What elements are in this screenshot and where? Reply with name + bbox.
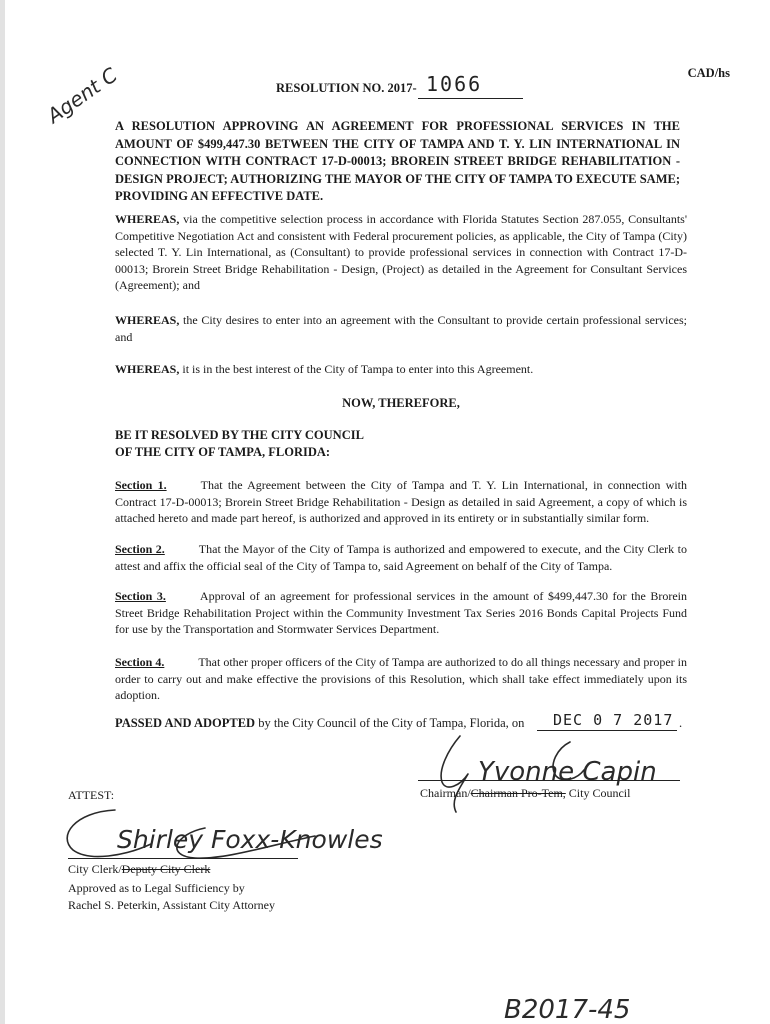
section-label: Section 2.	[115, 542, 165, 556]
resolution-number-label: RESOLUTION NO. 2017-	[276, 81, 417, 95]
scan-edge	[0, 0, 5, 1024]
section-text: That other proper officers of the City of Tampa are authorized to do all things necessary and proper in order to carry out and make effective the provisions of this Resolution, which shall take effect immediately upon its adoption.	[115, 655, 687, 702]
whereas-paragraph-2	[115, 312, 687, 345]
margin-note-text: Agent C	[42, 62, 122, 128]
now-therefore-heading: NOW, THEREFORE,	[342, 396, 460, 410]
resolution-number-value: 1066	[426, 72, 483, 96]
clerk-signature-line	[68, 858, 298, 859]
whereas-lead: WHEREAS,	[115, 362, 180, 376]
margin-handwritten-note	[38, 58, 122, 148]
clerk-title	[68, 861, 210, 878]
chair-title	[420, 785, 630, 802]
approval-line-1: Approved as to Legal Sufficiency by	[68, 881, 245, 895]
chair-signature	[420, 730, 690, 820]
whereas-lead: WHEREAS,	[115, 212, 180, 226]
struck-title: Chairman Pro-Tem,	[470, 786, 566, 800]
whereas-lead: WHEREAS,	[115, 313, 180, 327]
approval-line-2: Rachel S. Peterkin, Assistant City Attorney	[68, 898, 275, 912]
passed-adopted-line	[115, 716, 524, 731]
section-label: Section 3.	[115, 589, 166, 603]
chair-signature-line	[418, 780, 680, 781]
section-label: Section 4.	[115, 655, 165, 669]
resolved-heading-line-2: OF THE CITY OF TAMPA, FLORIDA:	[115, 445, 331, 459]
chair-title-part: Chairman/	[420, 786, 471, 800]
chair-signature-text: Yvonne Capin	[478, 757, 657, 787]
clerk-signature-text: Shirley Foxx-Knowles	[117, 825, 383, 854]
section-3	[115, 588, 687, 638]
chair-title-part: City Council	[565, 786, 631, 800]
section-text: Approval of an agreement for professional services in the amount of $499,447.30 for the Brorein Street Bridge Rehabilitation Project within the Community Investment Tax Series 2016 Bonds Capital Projects Fund for use by the Transportation and Stormwater Services Department.	[115, 589, 687, 636]
resolved-heading-line-1: BE IT RESOLVED BY THE CITY COUNCIL	[115, 428, 364, 442]
footer-handwritten-number	[500, 990, 650, 1024]
clerk-title-part: City Clerk/	[68, 862, 122, 876]
section-text: That the Mayor of the City of Tampa is authorized and empowered to execute, and the City Clerk to attest and affix the official seal of the City of Tampa to, said Agreement on behalf of the City of Tampa.	[115, 542, 687, 573]
passed-text: by the City Council of the City of Tampa, Florida, on	[255, 716, 525, 730]
resolution-number-line	[418, 98, 523, 99]
passed-period: .	[679, 716, 683, 730]
whereas-paragraph-3	[115, 361, 687, 378]
section-1	[115, 477, 687, 527]
attest-label: ATTEST:	[68, 788, 115, 802]
adoption-date-stamp: DEC 0 7 2017	[553, 711, 674, 729]
struck-title: Deputy City Clerk	[121, 862, 211, 876]
footer-handwritten-text: B2017-45	[504, 995, 631, 1024]
header-code: CAD/hs	[687, 66, 730, 80]
section-text: That the Agreement between the City of Tampa and T. Y. Lin International, in connection with Contract 17-D-00013; Brorein Street Bridge Rehabilitation - Design as detailed in said Agreement, a copy of which is attached hereto and made part hereof, is authorized and approved in its entirety or in substantially similar form.	[115, 478, 687, 525]
passed-lead: PASSED AND ADOPTED	[115, 716, 256, 730]
whereas-text: it is in the best interest of the City of Tampa to enter into this Agreement.	[179, 362, 534, 376]
whereas-text: via the competitive selection process in accordance with Florida Statutes Section 287.055, Consultants' Competitive Negotiation Act and consistent with Federal procurement policies, as applicable, the City of Tampa (City) selected T. Y. Lin International, as (Consultant) to provide professional services in connection with Contract 17-D-00013; Brorein Street Bridge Rehabilitation - Design, (Project) as detailed in the Agreement for Consultant Services (Agreement); and	[115, 212, 687, 292]
whereas-text: the City desires to enter into an agreement with the Consultant to provide certain professional services; and	[115, 313, 687, 344]
section-label: Section 1.	[115, 478, 167, 492]
resolution-title: A RESOLUTION APPROVING AN AGREEMENT FOR PROFESSIONAL SERVICES IN THE AMOUNT OF $499,447.30 BETWEEN THE CITY OF TAMPA AND T. Y. LIN INTERNATIONAL IN CONNECTION WITH CONTRACT 17-D-00013; BROREIN STREET BRIDGE REHABILITATION - DESIGN PROJECT; AUTHORIZING THE MAYOR OF THE CITY OF TAMPA TO EXECUTE SAME; PROVIDING AN EFFECTIVE DATE.	[115, 119, 680, 203]
section-4	[115, 654, 687, 704]
whereas-paragraph-1	[115, 211, 687, 294]
section-2	[115, 541, 687, 574]
